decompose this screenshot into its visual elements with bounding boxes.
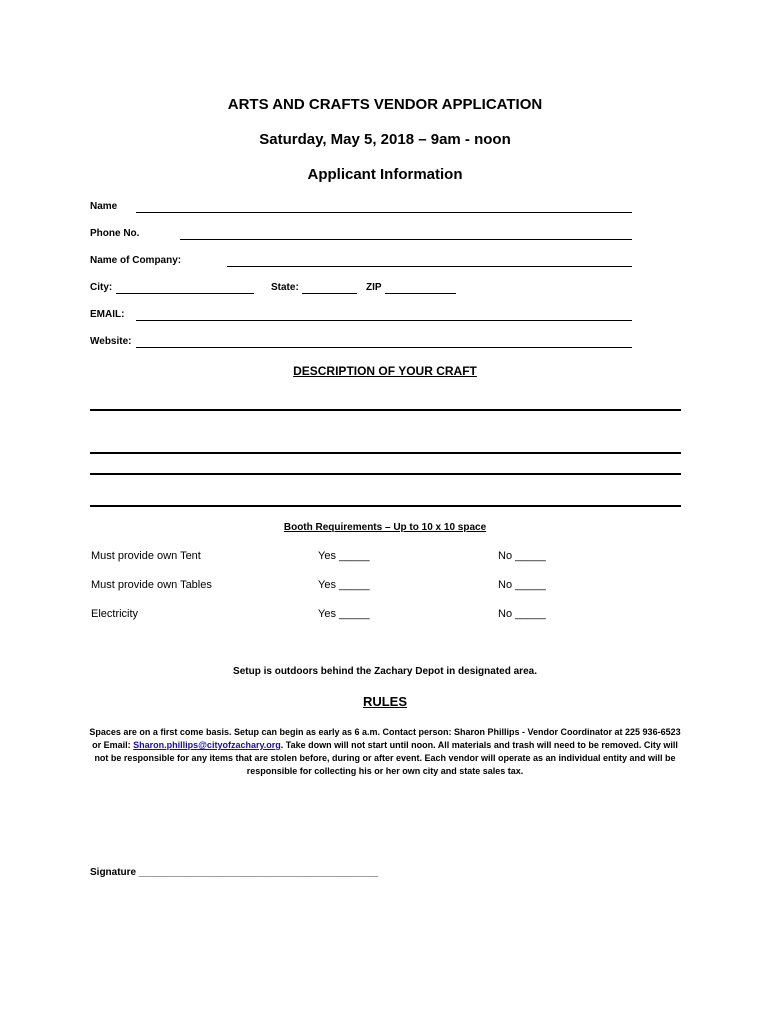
zip-field[interactable]	[385, 293, 456, 294]
coordinator-email-link[interactable]: Sharon.phillips@cityofzachary.org	[133, 740, 281, 750]
name-label: Name	[90, 201, 118, 212]
phone-field[interactable]	[180, 239, 632, 240]
description-line-3[interactable]	[90, 473, 681, 475]
company-field[interactable]	[227, 266, 632, 267]
email-field[interactable]	[136, 320, 632, 321]
description-line-4[interactable]	[90, 505, 681, 507]
signature-row	[90, 867, 378, 878]
rules-text-part2: . Take down will not start until noon. All materials and trash will need to be removed. City will not be responsible for any items that are stolen before, during or after event. Each vendor will operate as an individual entity and will be responsible for collecting his or her own city and state sales tax.	[94, 740, 678, 776]
booth-no-field[interactable]: No _____	[498, 608, 546, 620]
website-label: Website:	[90, 336, 132, 347]
description-line-2[interactable]	[90, 452, 681, 454]
signature-field[interactable]: ___________________________________________	[138, 867, 379, 878]
booth-row-label: Electricity	[91, 608, 139, 620]
rules-heading: RULES	[362, 694, 408, 709]
page-title: ARTS AND CRAFTS VENDOR APPLICATION	[227, 96, 543, 113]
booth-no-field[interactable]: No _____	[498, 579, 546, 591]
setup-note: Setup is outdoors behind the Zachary Depot in designated area.	[233, 666, 537, 677]
event-date: Saturday, May 5, 2018 – 9am - noon	[259, 131, 511, 148]
description-line-1[interactable]	[90, 409, 681, 411]
phone-label: Phone No.	[90, 228, 140, 239]
applicant-info-heading: Applicant Information	[307, 166, 463, 183]
website-field[interactable]	[136, 347, 632, 348]
booth-row-label: Must provide own Tables	[91, 579, 212, 591]
name-field[interactable]	[136, 212, 632, 213]
state-field[interactable]	[302, 293, 357, 294]
company-label: Name of Company:	[90, 255, 182, 266]
city-label: City:	[90, 282, 113, 293]
description-heading: DESCRIPTION OF YOUR CRAFT	[293, 364, 477, 378]
signature-label: Signature	[90, 867, 139, 878]
booth-row-label: Must provide own Tent	[91, 550, 201, 562]
booth-no-field[interactable]: No _____	[498, 550, 546, 562]
rules-text	[88, 726, 682, 778]
booth-heading: Booth Requirements – Up to 10 x 10 space	[283, 522, 487, 533]
booth-yes-field[interactable]: Yes _____	[318, 608, 370, 620]
rules-text-part1: Spaces are on a first come basis. Setup can begin as early as 6 a.m. Contact person: Sharon Phillips - Vendor Coordinator at 225 936-6523 or Email:	[89, 727, 681, 750]
booth-yes-field[interactable]: Yes _____	[318, 579, 370, 591]
city-field[interactable]	[116, 293, 254, 294]
zip-label: ZIP	[366, 282, 382, 293]
state-label: State:	[271, 282, 299, 293]
booth-yes-field[interactable]: Yes _____	[318, 550, 370, 562]
email-label: EMAIL:	[90, 309, 125, 320]
